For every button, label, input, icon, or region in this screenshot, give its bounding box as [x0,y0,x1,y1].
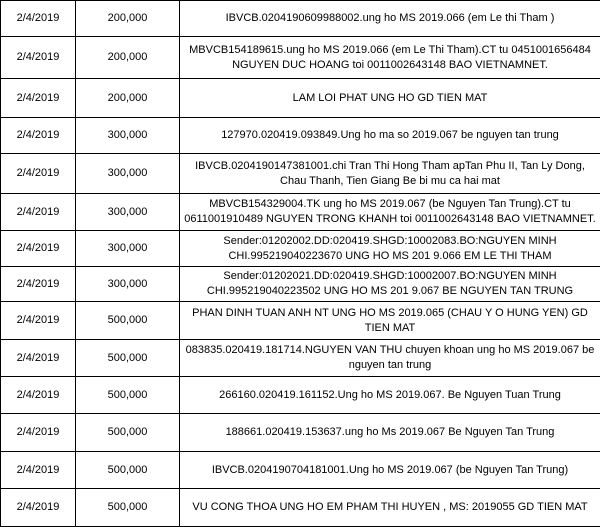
date-cell: 2/4/2019 [1,118,76,154]
table-row [1,340,600,377]
amount-cell: 300,000 [76,231,180,267]
date-cell: 2/4/2019 [1,154,76,194]
amount-cell: 500,000 [76,377,180,414]
date-cell: 2/4/2019 [1,489,76,527]
amount-cell: 500,000 [76,302,180,340]
amount-cell: 300,000 [76,154,180,194]
description-cell: MBVCB154329004.TK ung ho MS 2019.067 (be Nguyen Tan Trung).CT tu 0611001910489 NGUYEN TRONG KHANH toi 0011002643148 BAO VIETNAMNET. [180,194,600,231]
amount-cell: 500,000 [76,489,180,527]
date-cell: 2/4/2019 [1,194,76,231]
amount-cell: 500,000 [76,340,180,377]
table-row [1,377,600,414]
amount-cell: 300,000 [76,194,180,231]
table-row [1,452,600,489]
amount-cell: 200,000 [76,79,180,118]
description-cell: IBVCB.0204190704181001.Ung ho MS 2019.067 (be Nguyen Tan Trung) [180,452,600,489]
amount-cell: 300,000 [76,118,180,154]
date-cell: 2/4/2019 [1,37,76,79]
description-cell: 266160.020419.161152.Ung ho MS 2019.067. Be Nguyen Tuan Trung [180,377,600,414]
amount-cell: 300,000 [76,267,180,302]
date-cell: 2/4/2019 [1,1,76,37]
table-row [1,302,600,340]
amount-cell: 500,000 [76,414,180,452]
table-row [1,118,600,154]
table-row [1,414,600,452]
date-cell: 2/4/2019 [1,452,76,489]
date-cell: 2/4/2019 [1,302,76,340]
description-cell: Sender:01202002.DD:020419.SHGD:10002083.BO:NGUYEN MINH CHI.995219040223670 UNG HO MS 201 9.066 EM LE THI THAM [180,231,600,267]
amount-cell: 200,000 [76,37,180,79]
description-cell: PHAN DINH TUAN ANH NT UNG HO MS 2019.065 (CHAU Y O HUNG YEN) GD TIEN MAT [180,302,600,340]
date-cell: 2/4/2019 [1,267,76,302]
description-cell: Sender:01202021.DD:020419.SHGD:10002007.BO:NGUYEN MINH CHI.995219040223502 UNG HO MS 201 9.067 BE NGUYEN TAN TRUNG [180,267,600,302]
amount-cell: 200,000 [76,1,180,37]
date-cell: 2/4/2019 [1,231,76,267]
table-row [1,79,600,118]
table-row [1,37,600,79]
description-cell: MBVCB154189615.ung ho MS 2019.066 (em Le Thi Tham).CT tu 0451001656484 NGUYEN DUC HOANG toi 0011002643148 BAO VIETNAMNET. [180,37,600,79]
table-row [1,194,600,231]
table-row [1,267,600,302]
description-cell: VU CONG THOA UNG HO EM PHAM THI HUYEN , MS: 2019055 GD TIEN MAT [180,489,600,527]
table-row [1,154,600,194]
table-row [1,231,600,267]
date-cell: 2/4/2019 [1,340,76,377]
table-row [1,1,600,37]
description-cell: LAM LOI PHAT UNG HO GD TIEN MAT [180,79,600,118]
amount-cell: 500,000 [76,452,180,489]
table-row [1,489,600,527]
date-cell: 2/4/2019 [1,377,76,414]
description-cell: 127970.020419.093849.Ung ho ma so 2019.067 be nguyen tan trung [180,118,600,154]
description-cell: 188661.020419.153637.ung ho Ms 2019.067 Be Nguyen Tan Trung [180,414,600,452]
description-cell: IBVCB.0204190609988002.ung ho MS 2019.066 (em Le thi Tham ) [180,1,600,37]
description-cell: IBVCB.0204190147381001.chi Tran Thi Hong Tham apTan Phu II, Tan Ly Dong, Chau Thanh, Tien Giang Be bi mu ca hai mat [180,154,600,194]
date-cell: 2/4/2019 [1,414,76,452]
description-cell: 083835.020419.181714.NGUYEN VAN THU chuyen khoan ung ho MS 2019.067 be nguyen tan trung [180,340,600,377]
date-cell: 2/4/2019 [1,79,76,118]
